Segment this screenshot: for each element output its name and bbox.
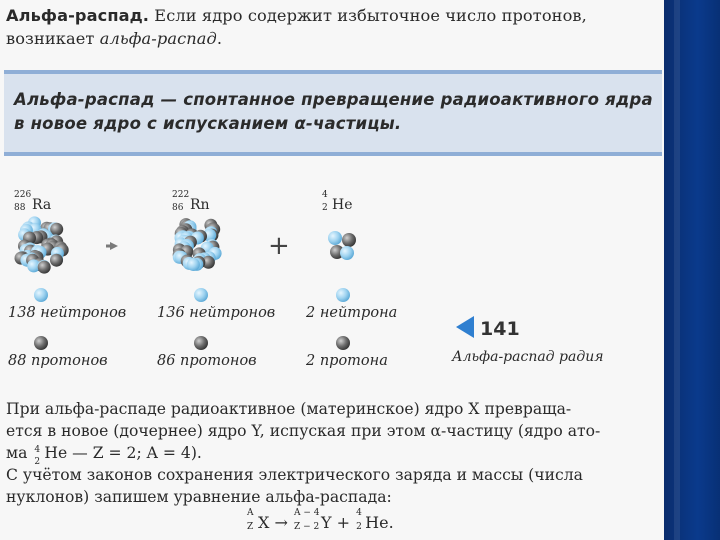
proton-ball — [342, 233, 356, 247]
y-charge: Z − 2 — [293, 522, 320, 532]
helium-mass: 4 — [322, 190, 328, 200]
radium-symbol: Ra — [32, 197, 52, 213]
helium-charge: 2 — [322, 203, 328, 213]
eq-he-symbol: He. — [365, 513, 394, 532]
body-line: При альфа-распаде радиоактивное (материнское) ядро X превраща- — [6, 400, 572, 418]
x-mass: A — [247, 508, 254, 518]
y-mass: A − 4 — [293, 508, 320, 518]
x-charge: Z — [247, 522, 254, 532]
plus-sign: + — [268, 231, 290, 261]
alpha-decay-equation — [246, 508, 394, 532]
equation-plus: + — [336, 513, 351, 532]
he-charge: 2 — [34, 457, 41, 467]
helium-symbol: He — [332, 197, 353, 213]
body-paragraph — [6, 398, 656, 508]
x-symbol: X — [258, 513, 270, 532]
radon-mass: 222 — [172, 190, 190, 200]
radium-protons: 88 протонов — [8, 353, 108, 369]
he-symbol: He — [44, 444, 68, 462]
figure-caption: Альфа-распад радия — [452, 349, 604, 365]
radon-protons: 86 протонов — [157, 353, 257, 369]
radium-neutrons: 138 нейтронов — [8, 305, 127, 321]
neutron-ball — [328, 231, 342, 245]
neutron-ball — [187, 258, 200, 271]
eq-he-mass: 4 — [356, 508, 362, 518]
body-line: ется в новое (дочернее) ядро Y, испуская при этом α-частицу (ядро ато- — [6, 422, 601, 440]
y-symbol: Y — [320, 513, 332, 532]
slide-sidebar — [664, 0, 720, 540]
neutron-ball — [340, 246, 354, 260]
proton-ball — [38, 261, 51, 274]
neutron-legend-ball — [194, 288, 208, 302]
intro-term: Альфа-распад. — [6, 6, 150, 25]
definition-text: Альфа-распад — спонтанное превращение радиоактивного ядра в новое ядро с испусканием α-частицы. — [14, 90, 653, 133]
body-line — [6, 442, 656, 467]
proton-legend-ball — [194, 336, 208, 350]
radium-nucleus — [15, 216, 69, 273]
radon-nucleus — [173, 218, 222, 271]
helium-nucleus — [328, 231, 356, 260]
body-line: нуклонов) запишем уравнение альфа-распада: — [6, 488, 392, 506]
figure-number: 141 — [480, 318, 520, 340]
he-mass: 4 — [34, 445, 41, 455]
helium-neutrons: 2 нейтрона — [306, 305, 398, 321]
proton-ball — [50, 254, 63, 267]
eq-he-charge: 2 — [356, 522, 362, 532]
radium-mass: 226 — [14, 190, 32, 200]
neutron-legend-ball — [336, 288, 350, 302]
body-text: — Z = 2; A = 4). — [67, 444, 202, 462]
body-line: С учётом законов сохранения электрического заряда и массы (числа — [6, 466, 583, 484]
intro-text-2: . — [216, 29, 223, 48]
figure-pointer-icon — [456, 316, 474, 338]
radon-charge: 86 — [172, 203, 184, 213]
intro-text-1: Если ядро содержит избыточное число протонов, возникает — [6, 6, 587, 48]
reaction-arrow: → — [274, 513, 288, 532]
radium-charge: 88 — [14, 203, 26, 213]
radon-neutrons: 136 нейтронов — [157, 305, 276, 321]
decay-arrow — [106, 242, 118, 250]
proton-legend-ball — [336, 336, 350, 350]
helium-protons: 2 протона — [306, 353, 388, 369]
neutron-legend-ball — [34, 288, 48, 302]
radon-symbol: Rn — [190, 197, 210, 213]
body-text: ма — [6, 444, 33, 462]
intro-term-italic: альфа-распад — [99, 29, 217, 48]
proton-legend-ball — [34, 336, 48, 350]
